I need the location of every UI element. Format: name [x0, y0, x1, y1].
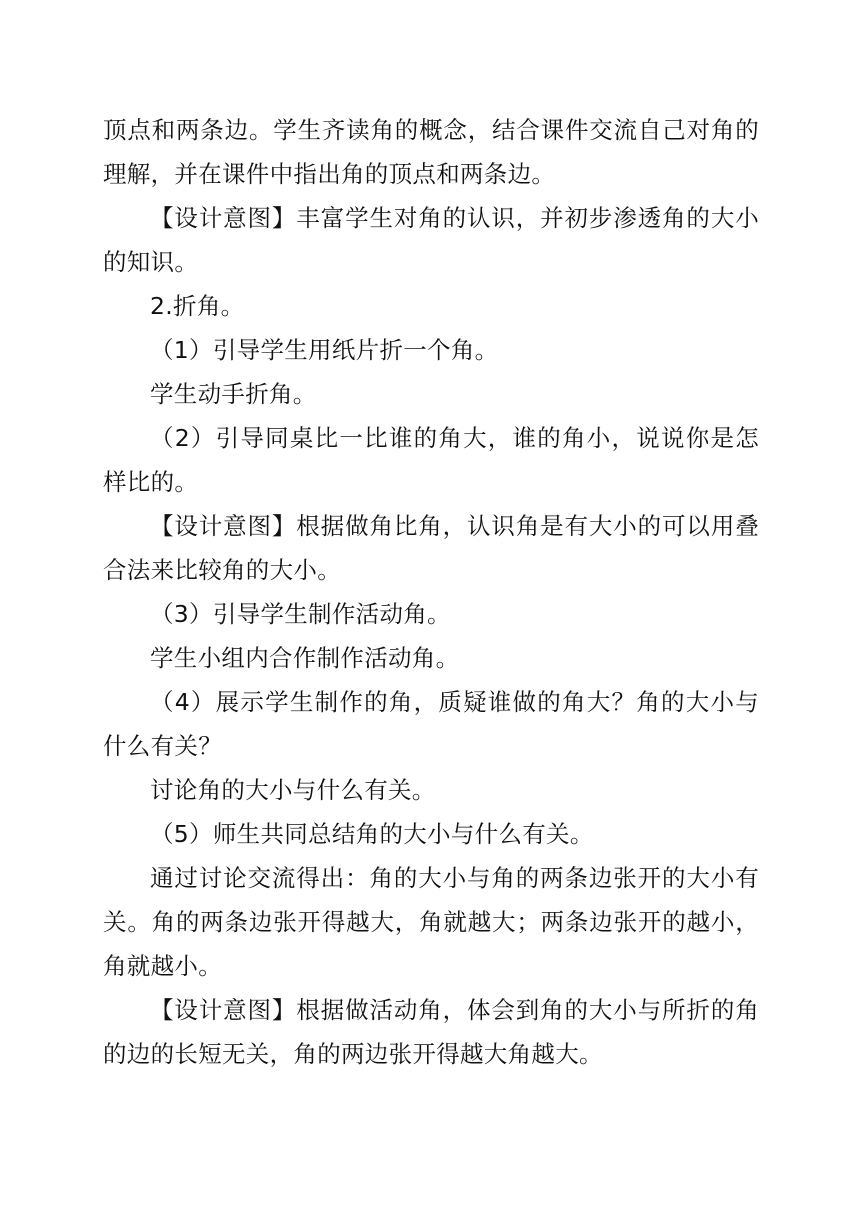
paragraph-step-1: （1）引导学生用纸片折一个角。 [150, 336, 499, 364]
paragraph-student-fold: 学生动手折角。 [150, 380, 317, 408]
paragraph-design-intent-3: 【设计意图】根据做活动角，体会到角的大小与所折的角的边的长短无关，角的两边张开得越大角越大。 [103, 996, 759, 1068]
paragraph-step-4: （4）展示学生制作的角，质疑谁做的角大？角的大小与什么有关？ [103, 688, 759, 760]
paragraph-continuation: 顶点和两条边。学生齐读角的概念，结合课件交流自己对角的理解，并在课件中指出角的顶点和两条边。 [103, 116, 759, 188]
paragraph-step-2: （2）引导同桌比一比谁的角大，谁的角小，说说你是怎样比的。 [103, 424, 759, 496]
paragraph-design-intent-1: 【设计意图】丰富学生对角的认识，并初步渗透角的大小的知识。 [103, 204, 759, 276]
paragraph-section-fold-angle: 2.折角。 [150, 292, 245, 320]
document-body [103, 108, 759, 1076]
paragraph-discussion: 讨论角的大小与什么有关。 [150, 776, 436, 804]
paragraph-group-work: 学生小组内合作制作活动角。 [150, 644, 460, 672]
paragraph-step-5: （5）师生共同总结角的大小与什么有关。 [150, 820, 594, 848]
paragraph-step-3: （3）引导学生制作活动角。 [150, 600, 451, 628]
paragraph-design-intent-2: 【设计意图】根据做角比角，认识角是有大小的可以用叠合法来比较角的大小。 [103, 512, 759, 584]
paragraph-conclusion: 通过讨论交流得出：角的大小与角的两条边张开的大小有关。角的两条边张开得越大，角就越大；两条边张开的越小，角就越小。 [103, 864, 759, 980]
